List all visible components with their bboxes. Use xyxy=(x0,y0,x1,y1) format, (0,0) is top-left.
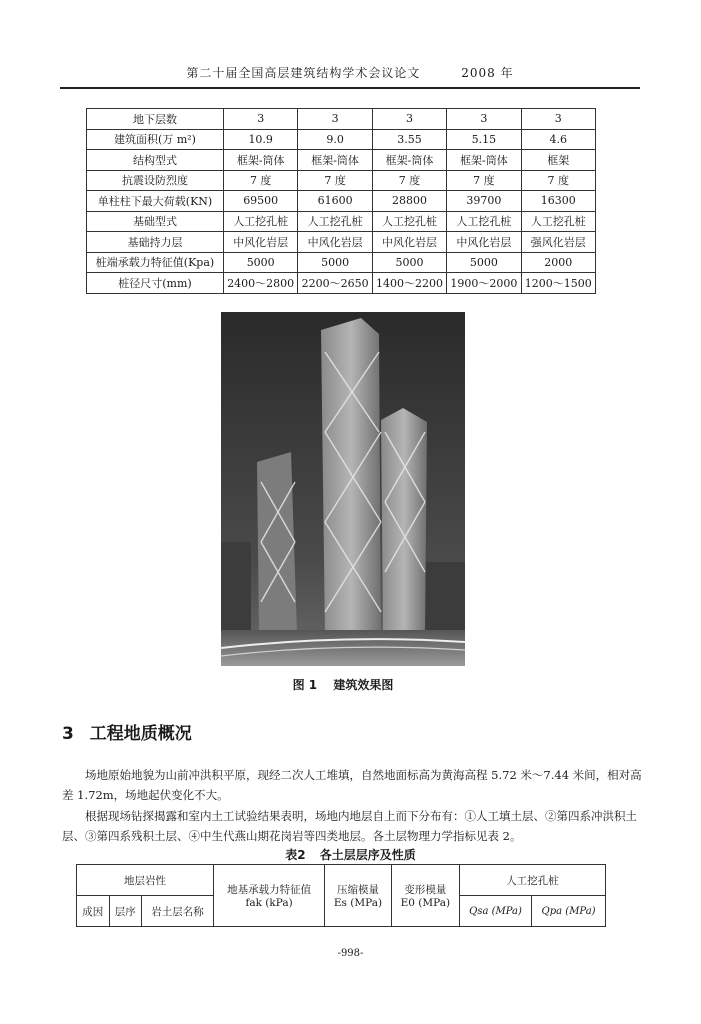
header-compression-label: 压缩模量 xyxy=(337,884,379,896)
table-cell: 人工挖孔桩 xyxy=(521,211,595,232)
header-deformation-symbol: E0 (MPa) xyxy=(400,897,451,909)
table-cell: 中风化岩层 xyxy=(447,232,521,253)
table-cell: 框架-筒体 xyxy=(372,150,446,171)
table-cell: 1400～2200 xyxy=(372,273,446,294)
table2-title: 各土层层序及性质 xyxy=(319,848,416,862)
table-cell: 5000 xyxy=(447,252,521,273)
table-row xyxy=(87,170,596,191)
table-cell: 中风化岩层 xyxy=(224,232,298,253)
table-cell: 3.55 xyxy=(372,129,446,150)
page-number: -998- xyxy=(337,948,364,959)
building-parameters-table xyxy=(86,108,596,294)
header-pile-qpa: Qpa (MPa) xyxy=(532,896,606,927)
header-deformation-modulus xyxy=(391,865,459,927)
table-cell: 10.9 xyxy=(224,129,298,150)
table-cell: 3 xyxy=(447,109,521,130)
row-label: 基础型式 xyxy=(87,211,224,232)
paragraph-site-landform: 场地原始地貌为山前冲洪积平原，现经二次人工堆填，自然地面标高为黄海高程 5.72 米～7.44 米间，相对高差 1.72m，场地起伏变化不大。 xyxy=(62,768,642,802)
table-cell: 框架-筒体 xyxy=(298,150,372,171)
header-title: 第二十届全国高层建筑结构学术会议论文 xyxy=(186,66,421,80)
table-cell: 7 度 xyxy=(521,170,595,191)
table-cell: 3 xyxy=(298,109,372,130)
table-cell: 2000 xyxy=(521,252,595,273)
table-cell: 69500 xyxy=(224,191,298,212)
table-cell: 框架-筒体 xyxy=(447,150,521,171)
section-heading xyxy=(62,719,192,744)
table-cell: 5.15 xyxy=(447,129,521,150)
table-cell: 人工挖孔桩 xyxy=(298,211,372,232)
table-row xyxy=(87,232,596,253)
table-cell: 中风化岩层 xyxy=(372,232,446,253)
table-cell: 5000 xyxy=(224,252,298,273)
table-row xyxy=(87,109,596,130)
table-cell: 7 度 xyxy=(447,170,521,191)
table-row xyxy=(87,129,596,150)
building-rendering-figure xyxy=(221,312,465,666)
figure-number: 图 1 xyxy=(292,678,318,692)
row-label: 单柱柱下最大荷载(KN) xyxy=(87,191,224,212)
header-bearing-capacity xyxy=(213,865,324,927)
row-label: 抗震设防烈度 xyxy=(87,170,224,191)
row-label: 基础持力层 xyxy=(87,232,224,253)
header-compression-symbol: Es (MPa) xyxy=(333,897,383,909)
header-stratum-lithology: 地层岩性 xyxy=(77,865,214,896)
table2-number: 表2 xyxy=(285,848,306,862)
table-cell: 3 xyxy=(372,109,446,130)
header-manual-pile: 人工挖孔桩 xyxy=(459,865,605,896)
header-cause: 成因 xyxy=(77,896,110,927)
table-cell: 61600 xyxy=(298,191,372,212)
figure-caption xyxy=(221,676,465,693)
table-row xyxy=(87,273,596,294)
building-rendering-image xyxy=(221,312,465,666)
table-cell: 7 度 xyxy=(298,170,372,191)
row-label: 建筑面积(万 m²) xyxy=(87,129,224,150)
table-cell: 中风化岩层 xyxy=(298,232,372,253)
table-cell: 1900～2000 xyxy=(447,273,521,294)
table-cell: 4.6 xyxy=(521,129,595,150)
row-label: 桩端承载力特征值(Kpa) xyxy=(87,252,224,273)
header-pile-qsa: Qsa (MPa) xyxy=(459,896,531,927)
paragraph-strata: 根据现场钻探揭露和室内土工试验结果表明，场地内地层自上而下分布有：①人工填土层、②第四系冲洪积土层、③第四系残积土层、④中生代燕山期花岗岩等四类地层。各土层物理力学指标见表 2。 xyxy=(62,809,637,843)
table-cell: 7 度 xyxy=(372,170,446,191)
section-number: 3 xyxy=(62,724,74,744)
header-layer-order: 层序 xyxy=(109,896,142,927)
table-row xyxy=(87,150,596,171)
table-cell: 人工挖孔桩 xyxy=(372,211,446,232)
table-cell: 1200～1500 xyxy=(521,273,595,294)
table-cell: 7 度 xyxy=(224,170,298,191)
header-year: 2008 年 xyxy=(461,66,514,80)
table-cell: 框架 xyxy=(521,150,595,171)
table-cell: 5000 xyxy=(372,252,446,273)
table-row xyxy=(87,211,596,232)
running-header xyxy=(60,64,640,89)
table-cell: 39700 xyxy=(447,191,521,212)
row-label: 结构型式 xyxy=(87,150,224,171)
table-cell: 框架-筒体 xyxy=(224,150,298,171)
header-bearing-label: 地基承载力特征值 xyxy=(227,884,312,896)
header-bearing-symbol: fak (kPa) xyxy=(245,897,293,909)
table-cell: 3 xyxy=(521,109,595,130)
section-title: 工程地质概况 xyxy=(89,724,192,744)
table-cell: 2200～2650 xyxy=(298,273,372,294)
table-cell: 16300 xyxy=(521,191,595,212)
header-layer-name: 岩土层名称 xyxy=(142,896,214,927)
table-cell: 9.0 xyxy=(298,129,372,150)
table-cell: 2400～2800 xyxy=(224,273,298,294)
table-row xyxy=(87,252,596,273)
table-cell: 人工挖孔桩 xyxy=(224,211,298,232)
table-cell: 人工挖孔桩 xyxy=(447,211,521,232)
row-label: 桩径尺寸(mm) xyxy=(87,273,224,294)
table-cell: 强风化岩层 xyxy=(521,232,595,253)
table2-caption xyxy=(0,846,701,863)
header-compression-modulus xyxy=(325,865,392,927)
table-cell: 5000 xyxy=(298,252,372,273)
figure-title: 建筑效果图 xyxy=(333,678,394,692)
row-label: 地下层数 xyxy=(87,109,224,130)
table-cell: 3 xyxy=(224,109,298,130)
table-row xyxy=(87,191,596,212)
table-cell: 28800 xyxy=(372,191,446,212)
soil-layers-table xyxy=(76,864,606,927)
header-deformation-label: 变形模量 xyxy=(404,884,447,896)
